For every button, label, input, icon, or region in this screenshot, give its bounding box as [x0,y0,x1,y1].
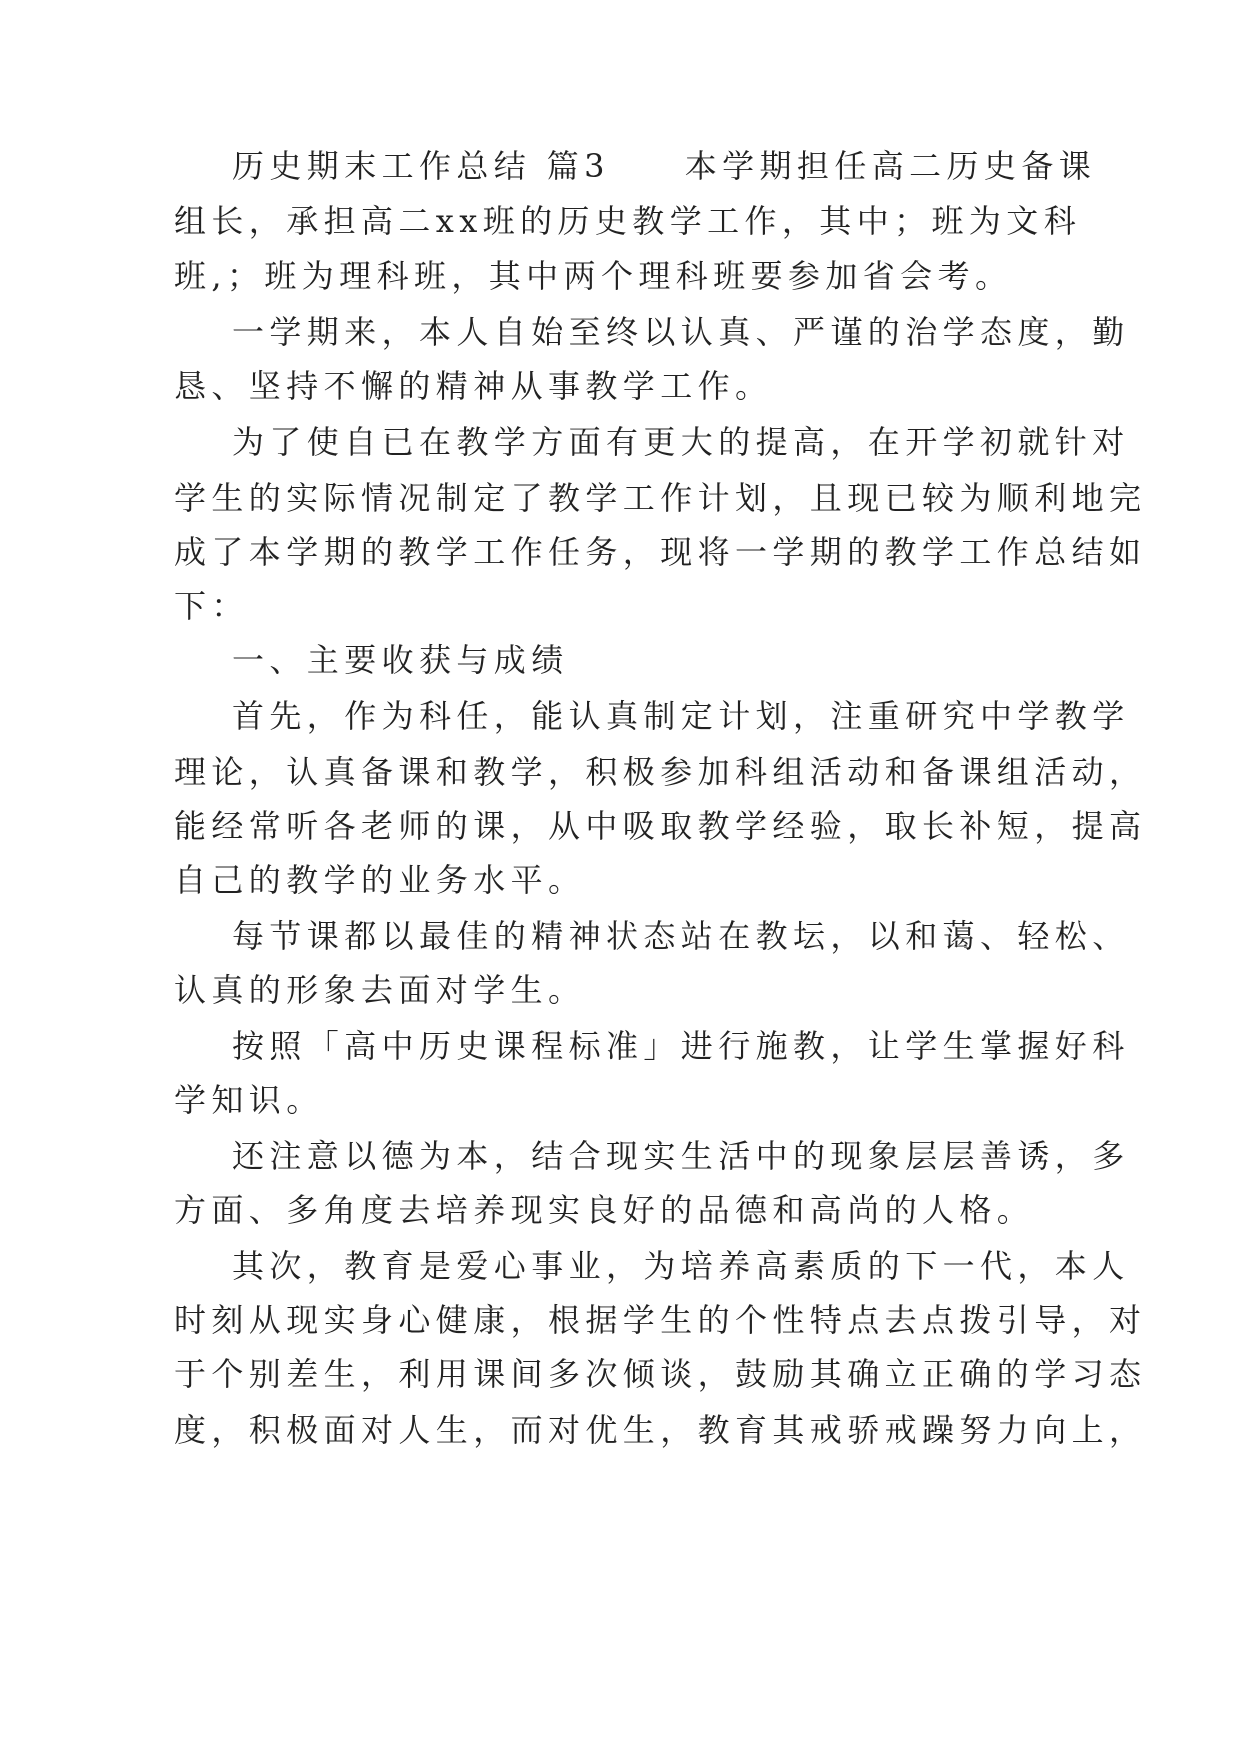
text-line: 学生的实际情况制定了教学工作计划，且现已较为顺利地完 [174,479,1147,517]
text-line: 时刻从现实身心健康，根据学生的个性特点去点拨引导，对 [174,1301,1147,1339]
text-line: 一学期来，本人自始至终以认真、严谨的治学态度，勤 [232,313,1130,351]
section-heading: 一、主要收获与成绩 [232,641,569,679]
text-line: 方面、多角度去培养现实良好的品德和高尚的人格。 [174,1191,1035,1229]
text-line: 成了本学期的教学工作任务，现将一学期的教学工作总结如 [174,533,1147,571]
text-line: 认真的形象去面对学生。 [174,971,586,1009]
text-line: 学知识。 [174,1081,324,1119]
text-line: 能经常听各老师的课，从中吸取教学经验，取长补短，提高 [174,807,1147,845]
text-line: 每节课都以最佳的精神状态站在教坛，以和蔼、轻松、 [232,917,1130,955]
text-line: 为了使自已在教学方面有更大的提高，在开学初就针对 [232,423,1130,461]
text-line: 历史期末工作总结 篇3 本学期担任高二历史备课 [232,147,1097,185]
text-line: 按照「高中历史课程标准」进行施教，让学生掌握好科 [232,1027,1130,1065]
text-line: 度，积极面对人生，而对优生，教育其戒骄戒躁努力向上， [174,1411,1147,1449]
text-line: 组长，承担高二xx班的历史教学工作，其中；班为文科 [174,202,1082,240]
text-line: 下： [174,587,249,625]
text-line: 于个别差生，利用课间多次倾谈，鼓励其确立正确的学习态 [174,1355,1147,1393]
text-line: 理论，认真备课和教学，积极参加科组活动和备课组活动， [174,753,1147,791]
text-line: 其次，教育是爱心事业，为培养高素质的下一代，本人 [232,1247,1130,1285]
text-line: 首先，作为科任，能认真制定计划，注重研究中学教学 [232,697,1130,735]
text-line: 恳、坚持不懈的精神从事教学工作。 [174,367,773,405]
text-line: 班,；班为理科班，其中两个理科班要参加省会考。 [174,257,1013,295]
text-line: 还注意以德为本，结合现实生活中的现象层层善诱，多 [232,1137,1130,1175]
text-line: 自己的教学的业务水平。 [174,861,586,899]
